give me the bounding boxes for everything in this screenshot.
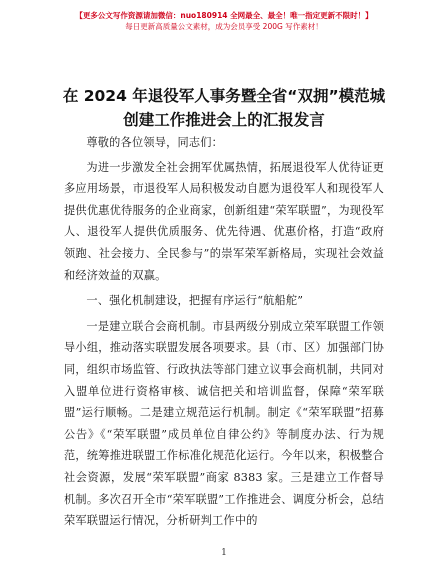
salutation: 尊敬的各位领导，同志们： (86, 136, 224, 149)
document-title (20, 84, 428, 132)
title-line-1: 在 2024 年退役军人事务暨全省“双拥”模范城 (62, 87, 386, 105)
paragraph-intro: 为进一步激发全社会拥军优属热情，拓展退役军人优待证更多应用场景，市退役军人局积极发动自愿为退役军人和现役军人提供优惠优待服务的企业商家，创新组建“荣军联盟”，为现役军人、退役军人提供优质服务、优先待遇、优惠价格，打造“政府领跑、社会接力、全民参与”的崇军荣军新格局，实现社会效益和经济效益的双赢。 (64, 160, 384, 282)
title-line-2: 创建工作推进会上的汇报发言 (123, 111, 325, 129)
page-number: 1 (221, 548, 227, 558)
promo-banner (0, 10, 448, 32)
banner-line-1: 【更多公文写作资源请加微信：nuo180914 全网最全、最全！唯一指定更新不限时！】 (75, 11, 373, 20)
section-heading-1: 一、强化机制建设，把握有序运行“航船舵” (86, 294, 304, 308)
paragraph-mechanism: 一是建立联合会商机制。市县两级分别成立荣军联盟工作领导小组，推动落实联盟发展各项要求。县（市、区）加强部门协同，组织市场监管、行政执法等部门建立议事会商机制，共同对入盟单位进行资格审核、诚信把关和培训监督，保障“荣军联盟”运行顺畅。二是建立规范运行机制。制定《“荣军联盟”招募公告》《“荣军联盟”成员单位自律公约》等制度办法、行为规范，统筹推进联盟工作标准化规范化运行。今年以来，积极整合社会资源，发展“荣军联盟”商家 8383 家。三是建立工作督导机制。多次召开全市“荣军联盟”工作推进会、调度分析会，总结荣军联盟运行情况，分析研判工作中的 (64, 319, 384, 528)
banner-line-2: 每日更新高质量公文素材，成为会员享受 200G 写作素材！ (125, 22, 323, 31)
document-body (64, 132, 384, 532)
